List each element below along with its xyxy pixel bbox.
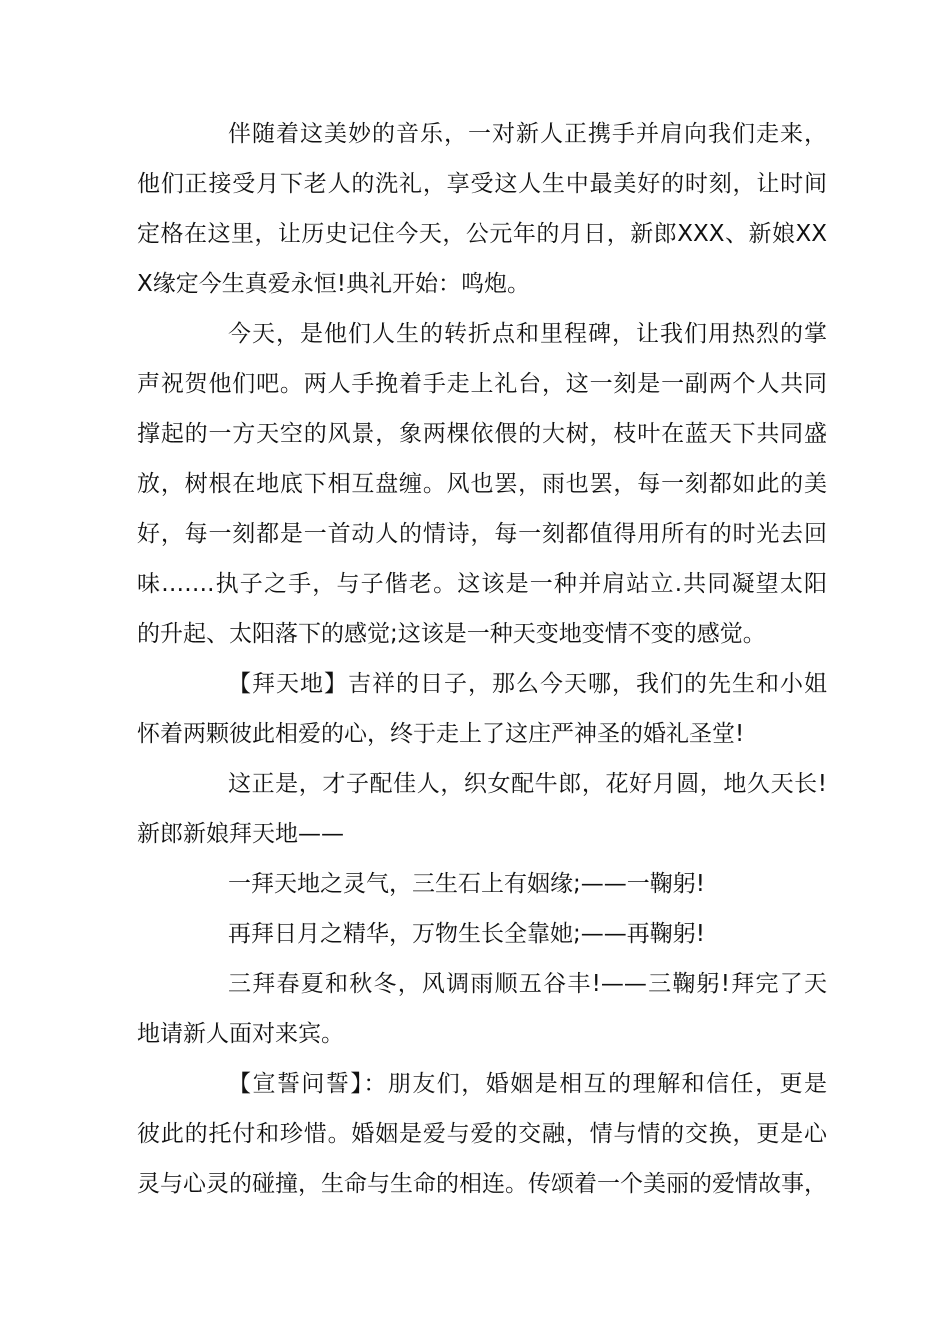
text-line: 的升起、太阳落下的感觉;这该是一种天变地变情不变的感觉。	[137, 621, 766, 647]
text-line: 灵与心灵的碰撞，生命与生命的相连。传颂着一个美丽的爱情故事，	[137, 1171, 827, 1197]
text-line: 伴随着这美妙的音乐，一对新人正携手并肩向我们走来，	[228, 121, 827, 147]
text-line: 【宣誓问誓】：朋友们，婚姻是相互的理解和信任，更是	[228, 1071, 827, 1097]
text-line: 他们正接受月下老人的洗礼，享受这人生中最美好的时刻，让时间	[137, 171, 827, 197]
text-line: 味…….执子之手，与子偕老。这该是一种并肩站立.共同凝望太阳	[137, 571, 827, 597]
text-line: 好，每一刻都是一首动人的情诗，每一刻都值得用所有的时光去回	[137, 521, 827, 547]
text-line: 放，树根在地底下相互盘缠。风也罢，雨也罢，每一刻都如此的美	[137, 471, 827, 497]
text-line: 声祝贺他们吧。两人手挽着手走上礼台，这一刻是一副两个人共同	[137, 371, 827, 397]
text-line: 这正是，才子配佳人，织女配牛郎，花好月圆，地久天长!	[228, 771, 827, 797]
text-line: 【拜天地】吉祥的日子，那么今天哪，我们的先生和小姐	[228, 671, 827, 697]
text-line: 彼此的托付和珍惜。婚姻是爱与爱的交融，情与情的交换，更是心	[137, 1121, 827, 1147]
text-line: 再拜日月之精华，万物生长全靠她;——再鞠躬!	[228, 921, 705, 947]
text-line: 定格在这里，让历史记住今天，公元年的月日，新郎XXX、新娘XX	[137, 221, 827, 247]
text-line: 今天，是他们人生的转折点和里程碑，让我们用热烈的掌	[228, 321, 827, 347]
text-line: 三拜春夏和秋冬，风调雨顺五谷丰!——三鞠躬!拜完了天	[228, 971, 827, 997]
text-line: 一拜天地之灵气，三生石上有姻缘;——一鞠躬!	[228, 871, 705, 897]
text-line: 新郎新娘拜天地——	[137, 821, 344, 847]
text-line: X缘定今生真爱永恒!典礼开始：鸣炮。	[137, 271, 530, 297]
text-line: 怀着两颗彼此相爱的心，终于走上了这庄严神圣的婚礼圣堂!	[137, 721, 745, 747]
text-line: 撑起的一方天空的风景，象两棵依偎的大树，枝叶在蓝天下共同盛	[137, 421, 827, 447]
text-line: 地请新人面对来宾。	[137, 1021, 344, 1047]
